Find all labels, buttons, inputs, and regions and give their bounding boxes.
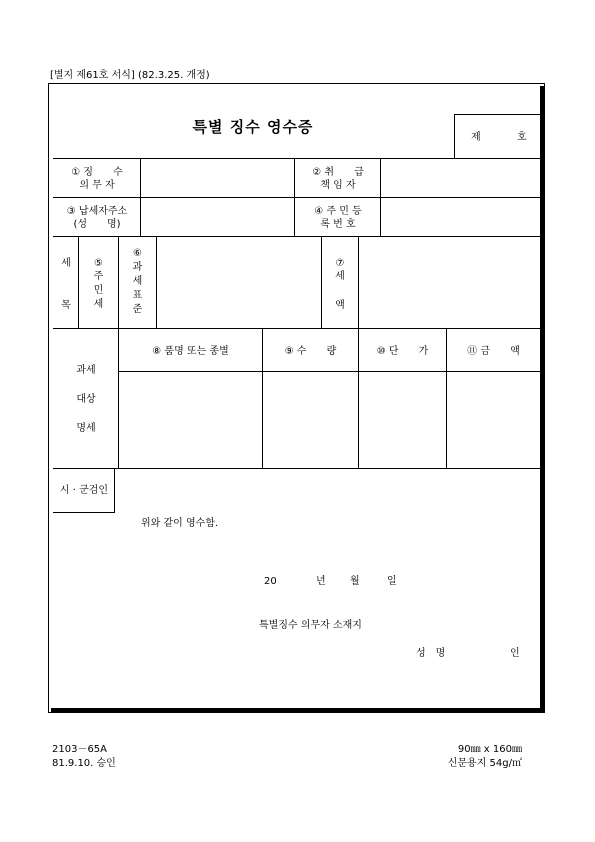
handler-label-2: 책 임 자 — [320, 180, 356, 191]
items-header-product: ⑧ 품명 또는 종별 — [152, 346, 229, 357]
footer-size: 90㎜ x 160㎜ — [457, 744, 522, 755]
tax-base-char-1: 과 — [132, 262, 143, 273]
items-side-label-3: 명세 — [76, 423, 96, 434]
form-title: 특별 징수 영수증 — [192, 118, 314, 136]
serial-je-label: 제 — [471, 132, 481, 143]
tax-amount-num: ⑦ — [335, 258, 345, 269]
taxpayer-address-label-1: ③ 납세자주소 — [66, 206, 128, 217]
rule-row2-top — [53, 197, 540, 198]
resident-tax-num: ⑤ — [94, 258, 103, 269]
collector-label-2: 의 무 자 — [79, 180, 115, 191]
rule-row1-top — [53, 158, 540, 159]
resident-tax-char-1: 주 — [93, 271, 104, 282]
tax-base-num: ⑥ — [133, 248, 142, 259]
rule-v-mid — [294, 158, 295, 236]
tax-base-char-4: 준 — [132, 304, 143, 315]
resident-tax-char-3: 세 — [93, 299, 104, 310]
items-side-label-1: 과세 — [76, 365, 96, 376]
date-day-label: 일 — [387, 576, 397, 587]
rule-items-header-bottom — [119, 371, 540, 372]
signature-seal-label: 인 — [510, 648, 520, 659]
receipt-statement: 위와 같이 영수함. — [141, 518, 219, 529]
date-month-label: 월 — [350, 576, 360, 587]
items-header-unit-price: ⑩ 단 가 — [376, 346, 429, 357]
rule-items-top — [53, 328, 540, 329]
footer-approval: 81.9.10. 승인 — [52, 758, 116, 769]
resident-number-label-1: ④ 주 민 등 — [314, 206, 362, 217]
resident-tax-char-2: 민 — [93, 285, 104, 296]
rule-row3-top — [53, 236, 540, 237]
items-side-label-2: 대상 — [76, 394, 96, 405]
collector-label-1: ① 징 수 — [71, 167, 123, 178]
rule-v-label-left — [140, 158, 141, 236]
tax-item-label-2: 목 — [61, 300, 71, 311]
date-nyeon-label: 년 — [316, 576, 326, 587]
serial-ho-label: 호 — [517, 132, 527, 143]
tax-base-char-2: 세 — [132, 276, 143, 287]
rule-v-col7-right — [358, 236, 359, 328]
footer-form-code: 2103－65A — [52, 744, 108, 755]
items-header-amount: ⑪ 금 액 — [467, 346, 520, 357]
tax-item-label-1: 세 — [61, 258, 71, 269]
items-header-quantity: ⑨ 수 량 — [284, 346, 337, 357]
collector-location-label: 특별징수 의무자 소재지 — [259, 620, 362, 631]
taxpayer-address-label-2: (성 명) — [73, 219, 121, 230]
tax-amount-char-1: 세 — [335, 271, 345, 282]
signature-name-label: 성 명 — [416, 648, 446, 659]
city-seal-label: 시 · 군검인 — [59, 485, 109, 496]
handler-label-1: ② 취 급 — [312, 167, 364, 178]
footer-paper: 신문용지 54g/㎡ — [447, 758, 522, 769]
rule-v-label-right — [380, 158, 381, 236]
serial-number-box — [454, 114, 541, 159]
tax-base-char-3: 표 — [132, 290, 143, 301]
form-number-note: [별지 제61호 서식] (82.3.25. 개정) — [50, 70, 210, 81]
rule-items-bottom — [53, 468, 540, 469]
date-year: 20 — [264, 576, 277, 587]
rule-v-col6 — [156, 236, 157, 328]
tax-amount-char-2: 액 — [335, 300, 345, 311]
resident-number-label-2: 록 번 호 — [320, 219, 356, 230]
